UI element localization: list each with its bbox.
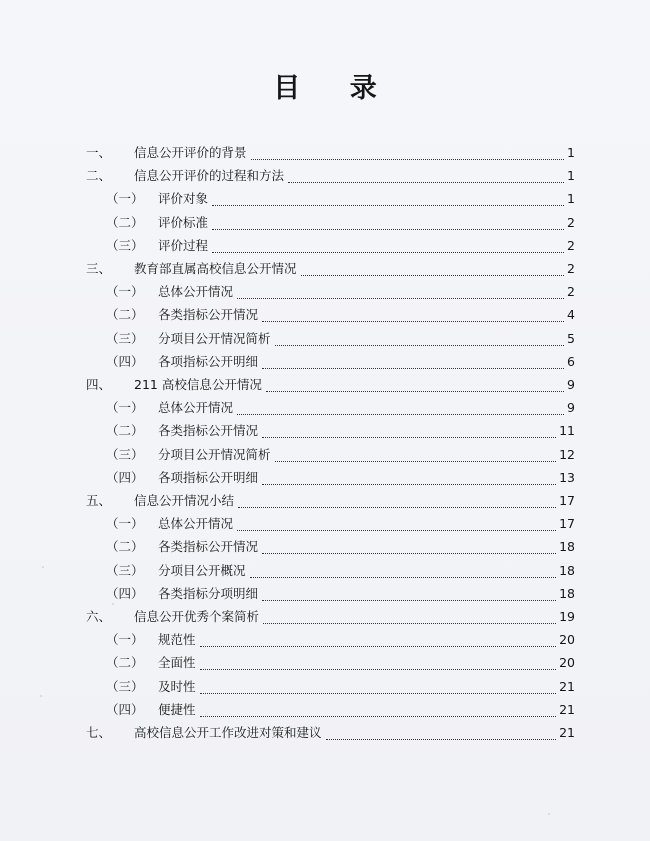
toc-entry — [0, 329, 650, 349]
toc-entry-label: 信息公开情况小结 — [134, 493, 235, 508]
toc-entry — [0, 445, 650, 465]
toc-entry-number: （四） — [106, 353, 144, 369]
toc-entry-page-number: 9 — [567, 377, 575, 392]
toc-entry — [0, 677, 650, 697]
toc-entry-page-number: 21 — [559, 701, 575, 717]
scan-speck — [40, 695, 42, 697]
toc-entry-label: 信息公开评价的过程和方法 — [134, 168, 285, 184]
toc-entry-page-number: 6 — [567, 353, 575, 369]
toc-entry-label: 各类指标公开情况 — [158, 307, 259, 323]
toc-entry — [0, 375, 650, 395]
toc-leader-dots — [326, 731, 556, 740]
toc-entry-label: 211 高校信息公开情况 — [134, 377, 262, 392]
toc-entry-number: （三） — [106, 446, 144, 462]
toc-entry-number: 一、 — [86, 145, 112, 160]
toc-entry-label: 分项目公开情况简析 — [158, 446, 271, 462]
toc-entry-number: （三） — [106, 330, 144, 346]
toc-entry-number: （四） — [106, 701, 144, 717]
scan-speck — [42, 566, 44, 568]
toc-leader-dots — [266, 383, 564, 392]
toc-entry-label: 评价对象 — [158, 191, 209, 207]
toc-entry — [0, 584, 650, 604]
toc-entry-label: 评价过程 — [158, 237, 209, 253]
toc-entry-page-number: 11 — [559, 423, 575, 439]
toc-leader-dots — [212, 197, 564, 206]
toc-entry-label: 高校信息公开工作改进对策和建议 — [134, 725, 322, 740]
toc-entry-label: 信息公开优秀个案简析 — [134, 609, 260, 624]
toc-leader-dots — [212, 221, 564, 230]
toc-entry-page-number: 17 — [559, 516, 575, 532]
toc-entry-label: 全面性 — [158, 655, 196, 671]
toc-leader-dots — [275, 453, 556, 462]
toc-entry — [0, 491, 650, 511]
toc-entry-label: 各项指标公开明细 — [158, 353, 259, 369]
toc-entry-page-number: 21 — [559, 725, 575, 740]
toc-entry — [0, 537, 650, 557]
toc-leader-dots — [263, 615, 556, 624]
toc-entry — [0, 166, 650, 186]
toc-leader-dots — [262, 429, 556, 438]
toc-entry-number: 六、 — [86, 609, 112, 624]
toc-entry-page-number: 9 — [567, 400, 575, 416]
toc-entry-label: 分项目公开概况 — [158, 562, 246, 578]
toc-entry-page-number: 2 — [567, 284, 575, 300]
toc-leader-dots — [301, 267, 564, 276]
toc-entry-number: （四） — [106, 585, 144, 601]
toc-entry-label: 评价标准 — [158, 214, 209, 230]
toc-leader-dots — [250, 569, 556, 578]
toc-entry-label: 规范性 — [158, 632, 196, 648]
toc-entry — [0, 305, 650, 325]
toc-entry — [0, 653, 650, 673]
toc-entry-label: 便捷性 — [158, 701, 196, 717]
toc-entry-page-number: 21 — [559, 678, 575, 694]
toc-entry — [0, 561, 650, 581]
toc-leader-dots — [200, 638, 556, 647]
toc-entry — [0, 259, 650, 279]
toc-entry-number: （二） — [106, 307, 144, 323]
page-title: 目 录 — [273, 73, 397, 104]
toc-leader-dots — [288, 174, 564, 183]
toc-leader-dots — [237, 290, 564, 299]
toc-entry — [0, 189, 650, 209]
toc-entry-number: （三） — [106, 237, 144, 253]
toc-entry-page-number: 17 — [559, 493, 575, 508]
toc-entry-number: （二） — [106, 423, 144, 439]
toc-entry-page-number: 18 — [559, 562, 575, 578]
toc-entry-number: 二、 — [86, 168, 112, 184]
toc-leader-dots — [262, 545, 556, 554]
toc-entry-label: 及时性 — [158, 678, 196, 694]
toc-entry-number: 三、 — [86, 261, 112, 276]
toc-entry — [0, 630, 650, 650]
toc-entry-number: （一） — [106, 632, 144, 648]
toc-entry-label: 总体公开情况 — [158, 516, 234, 532]
toc-entry-page-number: 20 — [559, 655, 575, 671]
toc-entry — [0, 143, 650, 163]
toc-entry — [0, 421, 650, 441]
toc-entry-page-number: 19 — [559, 609, 575, 624]
toc-entry-label: 各项指标公开明细 — [158, 469, 259, 485]
toc-leader-dots — [275, 337, 564, 346]
toc-leader-dots — [200, 685, 556, 694]
toc-entry-number: （二） — [106, 655, 144, 671]
toc-entry-number: （一） — [106, 400, 144, 416]
toc-leader-dots — [212, 244, 564, 253]
toc-entry-page-number: 13 — [559, 469, 575, 485]
toc-leader-dots — [237, 522, 556, 531]
toc-entry — [0, 723, 650, 743]
toc-entry — [0, 514, 650, 534]
toc-entry — [0, 213, 650, 233]
toc-entry-label: 分项目公开情况简析 — [158, 330, 271, 346]
toc-leader-dots — [200, 661, 556, 670]
toc-entry-number: （一） — [106, 191, 144, 207]
toc-entry-number: （二） — [106, 214, 144, 230]
toc-entry-number: （二） — [106, 539, 144, 555]
toc-entry-page-number: 1 — [567, 145, 575, 160]
toc-entry-label: 各类指标公开情况 — [158, 539, 259, 555]
toc-entry-number: 七、 — [86, 725, 112, 740]
toc-entry-label: 各类指标公开情况 — [158, 423, 259, 439]
toc-entry-number: （一） — [106, 516, 144, 532]
toc-entry-label: 总体公开情况 — [158, 400, 234, 416]
toc-entry-label: 总体公开情况 — [158, 284, 234, 300]
toc-entry-number: 五、 — [86, 493, 112, 508]
toc-entry — [0, 398, 650, 418]
scan-speck — [112, 603, 114, 605]
toc-entry — [0, 236, 650, 256]
toc-entry-number: （三） — [106, 678, 144, 694]
toc-leader-dots — [237, 406, 564, 415]
toc-leader-dots — [262, 360, 564, 369]
toc-entry-page-number: 1 — [567, 168, 575, 184]
toc-entry-page-number: 2 — [567, 237, 575, 253]
toc-entry-page-number: 5 — [567, 330, 575, 346]
toc-entry-page-number: 18 — [559, 585, 575, 601]
toc-entry-label: 各类指标分项明细 — [158, 585, 259, 601]
toc-entry — [0, 468, 650, 488]
toc-leader-dots — [200, 708, 556, 717]
toc-leader-dots — [251, 151, 564, 160]
toc-entry-label: 信息公开评价的背景 — [134, 145, 247, 160]
toc-entry — [0, 352, 650, 372]
toc-entry-page-number: 12 — [559, 446, 575, 462]
toc-leader-dots — [262, 313, 564, 322]
toc-entry — [0, 607, 650, 627]
toc-entry-page-number: 18 — [559, 539, 575, 555]
toc-entry-number: （三） — [106, 562, 144, 578]
toc-entry-label: 教育部直属高校信息公开情况 — [134, 261, 297, 276]
toc-entry-number: （四） — [106, 469, 144, 485]
toc-leader-dots — [262, 592, 556, 601]
toc-leader-dots — [262, 476, 556, 485]
scan-speck — [548, 813, 550, 815]
toc-entry — [0, 282, 650, 302]
toc-entry-number: （一） — [106, 284, 144, 300]
toc-entry-page-number: 2 — [567, 261, 575, 276]
toc-entry-page-number: 4 — [567, 307, 575, 323]
toc-entry-page-number: 2 — [567, 214, 575, 230]
toc-entry-page-number: 20 — [559, 632, 575, 648]
toc-leader-dots — [238, 499, 556, 508]
toc-entry — [0, 700, 650, 720]
toc-entry-number: 四、 — [86, 377, 112, 392]
toc-entry-page-number: 1 — [567, 191, 575, 207]
